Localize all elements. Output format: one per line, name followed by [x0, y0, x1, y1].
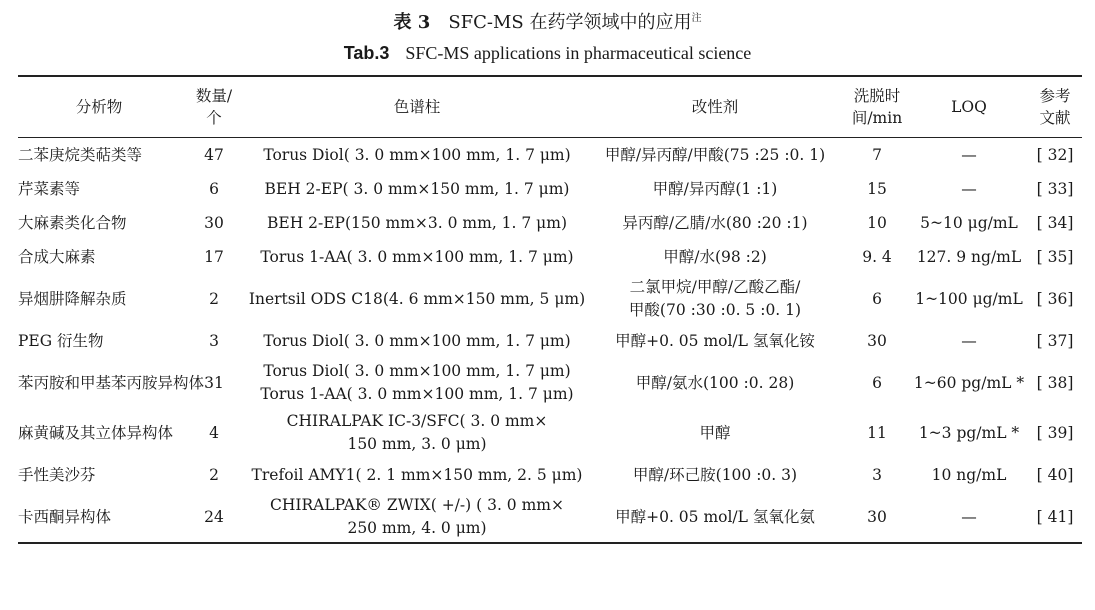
- cell-loq: —: [961, 145, 977, 164]
- cell-count: 4: [209, 423, 219, 442]
- header-analyte: 分析物: [75, 98, 123, 116]
- cell-modifier: [586, 240, 844, 274]
- cell-analyte: 芹菜素等: [18, 179, 81, 198]
- table-caption-english: [0, 40, 1095, 66]
- table-row: [18, 358, 1082, 408]
- cell-reference: [ 39]: [1036, 423, 1074, 442]
- cell-count: 17: [204, 247, 224, 266]
- cell-column-line: Torus Diol( 3. 0 mm×100 mm, 1. 7 μm): [263, 331, 571, 350]
- cell-modifier-line: 异丙醇/乙腈/水(80 :20 :1): [622, 213, 808, 232]
- cell-elution-time: 10: [867, 213, 887, 232]
- cell-count: 30: [204, 213, 224, 232]
- cell-modifier: [586, 172, 844, 206]
- cell-column: [248, 138, 586, 173]
- cell-reference: [ 37]: [1036, 331, 1074, 350]
- table-caption-chinese: [0, 6, 1095, 36]
- cell-modifier-line: 甲醇/水(98 :2): [663, 247, 767, 266]
- cell-column-line: Torus Diol( 3. 0 mm×100 mm, 1. 7 μm): [263, 145, 571, 164]
- header-loq: LOQ: [951, 98, 987, 116]
- header-modifier: 改性剂: [691, 98, 739, 116]
- cell-analyte: 手性美沙芬: [18, 465, 96, 484]
- cell-count: 3: [209, 331, 219, 350]
- header-reference-line: 文献: [1039, 109, 1071, 127]
- table-row: [18, 408, 1082, 458]
- cell-reference: [ 35]: [1036, 247, 1074, 266]
- cell-analyte: 麻黄碱及其立体异构体: [18, 423, 174, 442]
- header-count-line: 个: [206, 109, 222, 127]
- cell-column: [248, 172, 586, 206]
- sfc-ms-applications-table: [18, 75, 1082, 544]
- cell-modifier-line: 甲醇/环己胺(100 :0. 3): [632, 465, 798, 484]
- cell-analyte: 大麻素类化合物: [18, 213, 127, 232]
- cell-elution-time: 30: [867, 331, 887, 350]
- cell-column-line: Torus Diol( 3. 0 mm×100 mm, 1. 7 μm): [263, 362, 571, 380]
- cell-modifier: [586, 492, 844, 543]
- cell-modifier-line: 甲醇+0. 05 mol/L 氢氧化铵: [615, 331, 815, 350]
- cell-column-line: BEH 2-EP( 3. 0 mm×150 mm, 1. 7 μm): [264, 179, 570, 198]
- cell-modifier: [586, 358, 844, 408]
- table-title-chinese: SFC-MS 在药学领域中的应用: [448, 12, 692, 33]
- cell-loq: 1~100 μg/mL: [915, 289, 1023, 308]
- cell-column: [248, 324, 586, 358]
- cell-elution-time: 7: [872, 145, 882, 164]
- cell-column: [248, 358, 586, 408]
- cell-count: 31: [204, 373, 224, 392]
- table-row: [18, 274, 1082, 324]
- cell-modifier-line: 甲醇+0. 05 mol/L 氢氧化氨: [615, 507, 815, 526]
- cell-elution-time: 11: [867, 423, 887, 442]
- cell-modifier-line: 甲醇/氨水(100 :0. 28): [635, 373, 795, 392]
- table-label-english: Tab.3: [343, 43, 390, 63]
- cell-modifier: [586, 324, 844, 358]
- table-row: [18, 172, 1082, 206]
- cell-reference: [ 38]: [1036, 373, 1074, 392]
- header-count: [180, 76, 248, 138]
- cell-modifier-line: 甲醇/异丙醇/甲酸(75 :25 :0. 1): [604, 145, 826, 164]
- cell-modifier: [586, 206, 844, 240]
- cell-column-line: BEH 2-EP(150 mm×3. 0 mm, 1. 7 μm): [266, 213, 567, 232]
- cell-elution-time: 6: [872, 373, 882, 392]
- cell-count: 6: [209, 179, 219, 198]
- cell-column-line: 150 mm, 3. 0 μm): [347, 435, 487, 453]
- cell-reference: [ 32]: [1036, 145, 1074, 164]
- cell-loq: 1~60 pg/mL *: [913, 373, 1025, 392]
- cell-elution-time: 3: [872, 465, 882, 484]
- cell-column-line: 250 mm, 4. 0 μm): [347, 519, 487, 537]
- table-row: [18, 206, 1082, 240]
- cell-modifier: [586, 408, 844, 458]
- cell-column: [248, 492, 586, 543]
- cell-column-line: CHIRALPAK IC-3/SFC( 3. 0 mm×: [286, 412, 548, 430]
- cell-column-line: Inertsil ODS C18(4. 6 mm×150 mm, 5 μm): [248, 289, 586, 308]
- cell-analyte: 苯丙胺和甲基苯丙胺异构体: [18, 373, 205, 392]
- cell-column: [248, 240, 586, 274]
- cell-modifier-line: 甲醇: [699, 423, 731, 442]
- cell-loq: 127. 9 ng/mL: [916, 247, 1022, 266]
- cell-analyte: 合成大麻素: [18, 247, 96, 266]
- header-column: 色谱柱: [393, 98, 441, 116]
- cell-reference: [ 41]: [1036, 507, 1074, 526]
- cell-column: [248, 206, 586, 240]
- cell-reference: [ 40]: [1036, 465, 1074, 484]
- cell-count: 2: [209, 465, 219, 484]
- header-elution-time-line: 洗脱时: [853, 87, 901, 105]
- cell-modifier: [586, 138, 844, 173]
- cell-column-line: Torus 1-AA( 3. 0 mm×100 mm, 1. 7 μm): [260, 247, 574, 266]
- header-reference-line: 参考: [1039, 87, 1071, 105]
- cell-loq: —: [961, 179, 977, 198]
- table-row: [18, 458, 1082, 492]
- cell-reference: [ 36]: [1036, 289, 1074, 308]
- cell-elution-time: 6: [872, 289, 882, 308]
- cell-analyte: PEG 衍生物: [18, 331, 104, 350]
- table-label-chinese: 表 3: [393, 12, 431, 33]
- header-reference: [1028, 76, 1082, 138]
- cell-modifier-line: 甲酸(70 :30 :0. 5 :0. 1): [628, 301, 802, 319]
- table-row: [18, 240, 1082, 274]
- cell-elution-time: 30: [867, 507, 887, 526]
- cell-modifier-line: 二氯甲烷/甲醇/乙酸乙酯/: [629, 278, 801, 296]
- cell-reference: [ 34]: [1036, 213, 1074, 232]
- table-title-english: SFC-MS applications in pharmaceutical science: [405, 43, 752, 63]
- cell-column-line: CHIRALPAK® ZWIX( +/-) ( 3. 0 mm×: [270, 496, 564, 514]
- table-title-note-mark: 注: [691, 13, 702, 24]
- cell-modifier-line: 甲醇/异丙醇(1 :1): [652, 179, 778, 198]
- cell-loq: 5~10 μg/mL: [920, 213, 1018, 232]
- cell-column: [248, 408, 586, 458]
- table-row: [18, 492, 1082, 543]
- cell-column: [248, 458, 586, 492]
- cell-analyte: 二苯庚烷类萜类等: [18, 145, 143, 164]
- header-elution-time-line: 间/min: [851, 109, 903, 127]
- cell-column: [248, 274, 586, 324]
- cell-count: 2: [209, 289, 219, 308]
- cell-count: 47: [204, 145, 224, 164]
- cell-loq: —: [961, 507, 977, 526]
- cell-reference: [ 33]: [1036, 179, 1074, 198]
- header-count-line: 数量/: [195, 87, 233, 105]
- cell-loq: 10 ng/mL: [931, 465, 1007, 484]
- cell-modifier: [586, 458, 844, 492]
- cell-elution-time: 15: [867, 179, 887, 198]
- cell-elution-time: 9. 4: [862, 247, 892, 266]
- table-body: [18, 138, 1082, 544]
- header-elution-time: [844, 76, 910, 138]
- cell-loq: 1~3 pg/mL *: [918, 423, 1020, 442]
- table-row: [18, 138, 1082, 173]
- cell-column-line: Torus 1-AA( 3. 0 mm×100 mm, 1. 7 μm): [260, 385, 574, 403]
- cell-column-line: Trefoil AMY1( 2. 1 mm×150 mm, 2. 5 μm): [251, 465, 583, 484]
- cell-count: 24: [204, 507, 224, 526]
- cell-modifier: [586, 274, 844, 324]
- cell-analyte: 卡西酮异构体: [18, 507, 112, 526]
- table-row: [18, 324, 1082, 358]
- table-header-row: [18, 76, 1082, 138]
- cell-analyte: 异烟肼降解杂质: [18, 289, 127, 308]
- cell-loq: —: [961, 331, 977, 350]
